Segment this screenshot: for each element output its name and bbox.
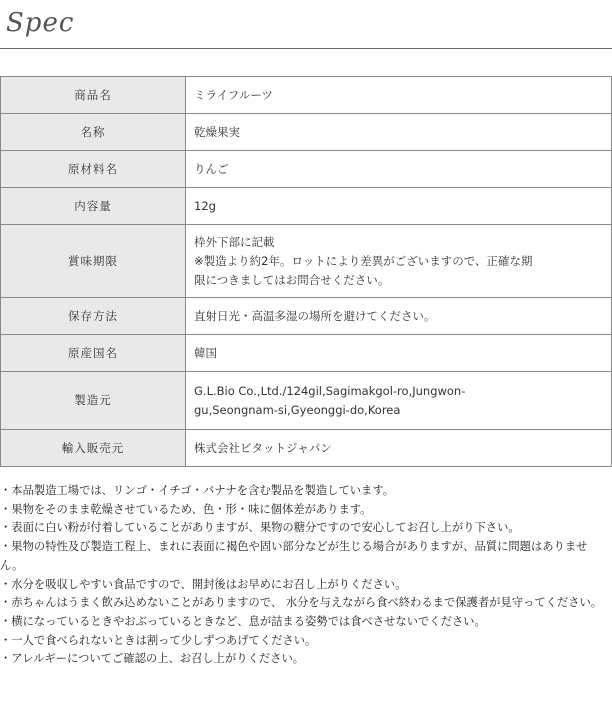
spec-row xyxy=(1,372,612,430)
spec-value-line: 乾燥果実 xyxy=(194,124,240,139)
spec-value-line: 限につきましてはお問合せください。 xyxy=(194,272,390,287)
spec-value xyxy=(186,298,612,335)
spec-row xyxy=(1,335,612,372)
spec-value xyxy=(186,372,612,430)
note-item: ・アレルギーについてご確認の上、お召し上がりください。 xyxy=(0,652,305,666)
page-header xyxy=(0,0,612,60)
spec-label: 保存方法 xyxy=(1,298,186,335)
spec-value xyxy=(186,114,612,151)
note-item: ・一人で食べられないときは割って少しずつあげてください。 xyxy=(0,633,317,647)
spec-value xyxy=(186,188,612,225)
spec-value-line: 12g xyxy=(194,198,216,213)
spec-label: 名称 xyxy=(1,114,186,151)
spec-row xyxy=(1,114,612,151)
note-item: ・果物の特性及び製造工程上、まれに表面に褐色や固い部分などが生じる場合がありますが、品質に問題はありません。 xyxy=(0,540,588,572)
spec-value-line: 韓国 xyxy=(194,345,217,360)
spec-row xyxy=(1,77,612,114)
notes-list xyxy=(0,482,606,669)
spec-value xyxy=(186,151,612,188)
spec-row xyxy=(1,298,612,335)
divider xyxy=(0,48,612,49)
spec-value-line: ミライフルーツ xyxy=(194,87,273,102)
spec-value-line: 枠外下部に記載 xyxy=(194,234,275,249)
note-item: ・赤ちゃんはうまく飲み込めないことがありますので、 水分を与えながら食べ終わるまで保護者が見守ってください。 xyxy=(0,596,603,610)
spec-label: 商品名 xyxy=(1,77,186,114)
spec-value-line: gu,Seongnam-si,Gyeonggi-do,Korea xyxy=(194,402,401,417)
spec-label: 内容量 xyxy=(1,188,186,225)
spec-row xyxy=(1,430,612,467)
spec-value-line: ※製造より約2年。ロットにより差異がございますので、正確な期 xyxy=(194,253,533,268)
spec-value xyxy=(186,335,612,372)
spec-value-line: 直射日光・高温多湿の場所を避けてください。 xyxy=(194,308,436,323)
spec-row xyxy=(1,225,612,298)
spec-value xyxy=(186,430,612,467)
spec-value-line: 株式会社ビタットジャパン xyxy=(194,440,332,455)
note-item: ・果物をそのまま乾燥させているため、色・形・味に個体差があります。 xyxy=(0,502,372,516)
spec-value-line: りんご xyxy=(194,161,229,176)
note-item: ・横になっているときやおぶっているときなど、息が詰まる姿勢では食べさせないでください。 xyxy=(0,614,486,628)
spec-label: 輸入販売元 xyxy=(1,430,186,467)
spec-label: 原産国名 xyxy=(1,335,186,372)
spec-value-line: G.L.Bio Co.,Ltd./124gil,Sagimakgol-ro,Jungwon- xyxy=(194,383,466,398)
spec-label: 原材料名 xyxy=(1,151,186,188)
spec-value xyxy=(186,225,612,298)
spec-row xyxy=(1,151,612,188)
note-item: ・水分を吸収しやすい食品ですので、開封後はお早めにお召し上がりください。 xyxy=(0,577,407,591)
spec-row xyxy=(1,188,612,225)
spec-value xyxy=(186,77,612,114)
note-item: ・表面に白い粉が付着していることがありますが、果物の糖分ですので安心してお召し上がり下さい。 xyxy=(0,521,520,535)
spec-label: 賞味期限 xyxy=(1,225,186,298)
section-title: Spec xyxy=(6,8,75,38)
spec-label: 製造元 xyxy=(1,372,186,430)
note-item: ・本品製造工場では、リンゴ・イチゴ・バナナを含む製品を製造しています。 xyxy=(0,484,395,497)
spec-table xyxy=(0,76,612,467)
